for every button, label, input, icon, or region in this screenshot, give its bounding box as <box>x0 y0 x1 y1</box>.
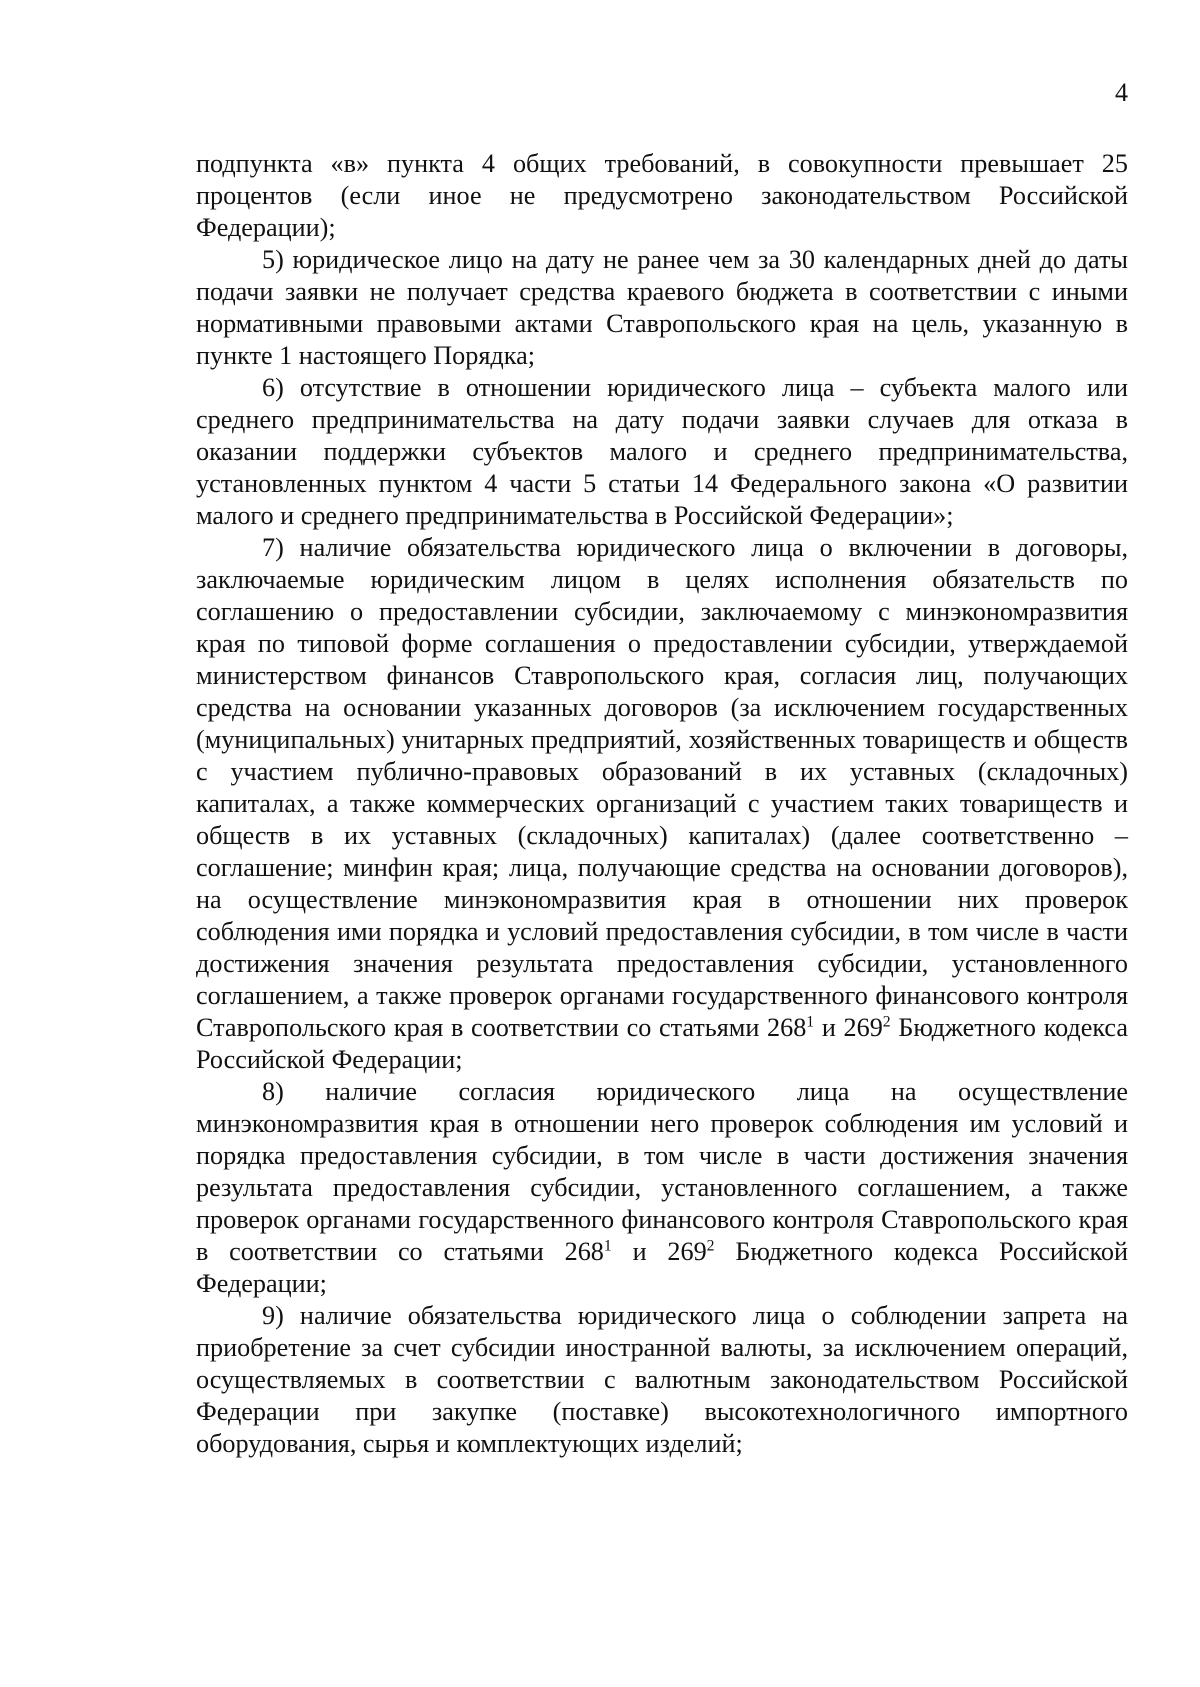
document-body <box>196 148 1128 1460</box>
superscript-2: 2 <box>706 1237 715 1255</box>
paragraph-item-7 <box>196 532 1128 1076</box>
paragraph-item-7-text: 7) наличие обязательства юридического лица о включении в договоры, заключаемые юридическим лицом в целях исполнения обязательств по соглашению о предоставлении субсидии, заключаемому с минэкономразвития края по типовой форме соглашения о предоставлении субсидии, утверждаемой министерством финансов Ставропольского края, согласия лиц, получающих средства на основании указанных договоров (за исключением государственных (муниципальных) унитарных предприятий, хозяйственных товариществ и обществ с участием публично-правовых образований в их уставных (складочных) капиталах, а также коммерческих организаций с участием таких товариществ и обществ в их уставных (складочных) капиталах) (далее соответственно – соглашение; минфин края; лица, получающие средства на основании договоров), на осуществление минэкономразвития края в отношении них проверок соблюдения ими порядка и условий предоставления субсидии, в том числе в части достижения значения результата предоставления субсидии, установленного соглашением, а также проверок органами государственного финансового контроля Ставропольского края в соответствии со статьями 268 <box>196 533 1128 1042</box>
paragraph-item-9: 9) наличие обязательства юридического лица о соблюдении запрета на приобретение за счет субсидии иностранной валюты, за исключением операций, осуществляемых в соответствии с валютным законодательством Российской Федерации при закупке (поставке) высокотехнологичного импортного оборудования, сырья и комплектующих изделий; <box>196 1301 1128 1458</box>
paragraph-item-8-text: 8) наличие согласия юридического лица на осуществление минэкономразвития края в отношении него проверок соблюдения им условий и порядка предоставления субсидии, в том числе в части достижения значения результата предоставления субсидии, установленного соглашением, а также проверок органами государственного финансового контроля Ставропольского края в соответствии со статьями 268 <box>196 1077 1128 1266</box>
paragraph-item-8 <box>196 1076 1128 1300</box>
paragraph-item-7-text-end: Бюджетного кодекса Российской Федерации; <box>196 1013 1129 1074</box>
superscript-2: 2 <box>882 1013 891 1031</box>
paragraph-item-7-text-mid: и 269 <box>814 1013 883 1042</box>
paragraph-item-5: 5) юридическое лицо на дату не ранее чем за 30 календарных дней до даты подачи заявки не получает средства краевого бюджета в соответствии с иными нормативными правовыми актами Ставропольского края на цель, указанную в пункте 1 настоящего Порядка; <box>196 245 1128 370</box>
paragraph-continuation: подпункта «в» пункта 4 общих требований, в совокупности превышает 25 процентов (если иное не предусмотрено законодательством Российской Федерации); <box>196 149 1128 242</box>
paragraph-item-8-text-end: Бюджетного кодекса Российской Федерации; <box>196 1237 1129 1298</box>
superscript-1: 1 <box>603 1237 612 1255</box>
paragraph-item-6: 6) отсутствие в отношении юридического лица – субъекта малого или среднего предпринимательства на дату подачи заявки случаев для отказа в оказании поддержки субъектов малого и среднего предпринимательства, установленных пунктом 4 части 5 статьи 14 Федерального закона «О развитии малого и среднего предпринимательства в Российской Федерации»; <box>196 373 1128 530</box>
paragraph-item-8-text-mid: и 269 <box>611 1237 707 1266</box>
page-number: 4 <box>1115 78 1128 107</box>
superscript-1: 1 <box>806 1013 815 1031</box>
